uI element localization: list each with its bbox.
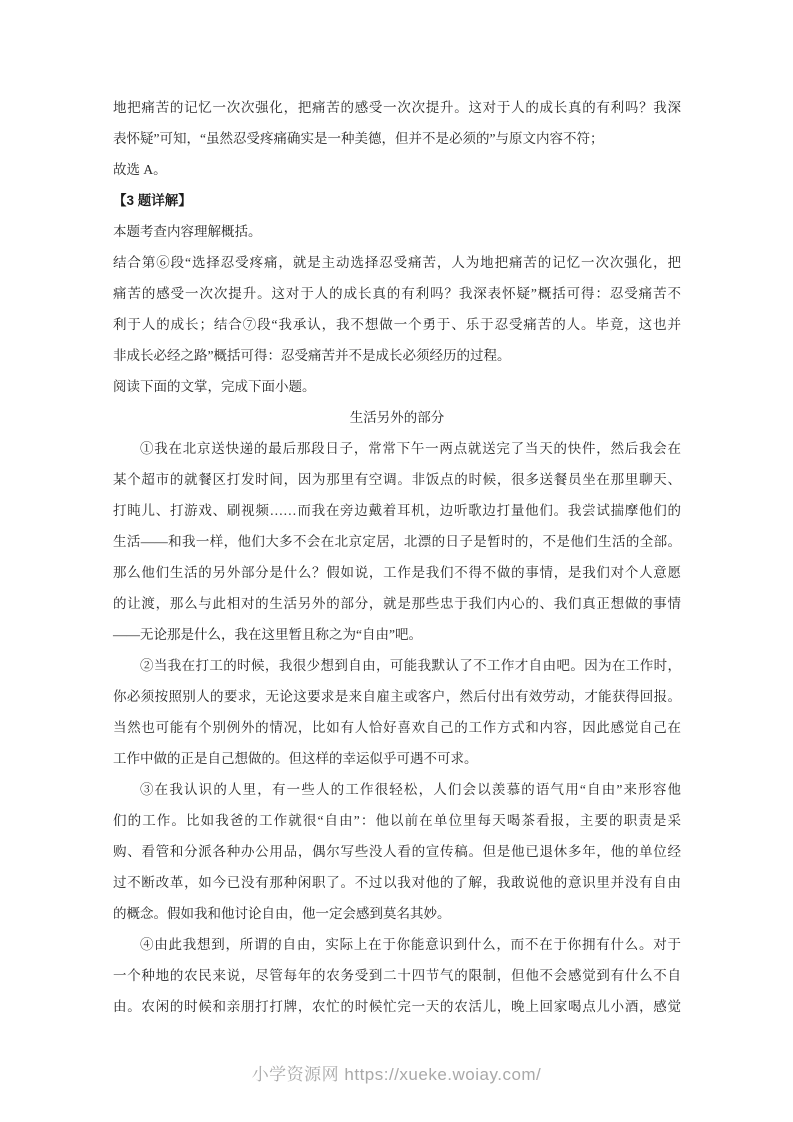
text-line: 地把痛苦的记忆一次次强化，把痛苦的感受一次次提升。这对于人的成长真的有利吗？我深 bbox=[113, 100, 681, 115]
text-line: 过不断改革，如今已没有那种闲职了。不过以我对他的了解，我敢说他的意识里并没有自由 bbox=[113, 875, 681, 890]
text-line: 非成长必经之路”概括可得：忍受痛苦并不是成长必须经历的过程。 bbox=[113, 348, 511, 363]
text-line: 那么他们生活的另外部分是什么？假如说，工作是我们不得不做的事情，是我们对个人意愿 bbox=[113, 565, 681, 580]
text-line: 某个超市的就餐区打发时间，因为那里有空调。非饭点的时候，很多送餐员坐在那里聊天、 bbox=[113, 472, 681, 487]
article-title: 生活另外的部分 bbox=[349, 410, 445, 425]
text-line: ①我在北京送快递的最后那段日子，常常下午一两点就送完了当天的快件，然后我会在 bbox=[140, 441, 681, 456]
text-line: 你必须按照别人的要求，无论这要求是来自雇主或客户，然后付出有效劳动，才能获得回报。 bbox=[113, 689, 681, 704]
text-line: 本题考查内容理解概括。 bbox=[113, 224, 262, 239]
text-line: 结合第⑥段“选择忍受疼痛，就是主动选择忍受痛苦，人为地把痛苦的记忆一次次强化，把 bbox=[113, 255, 681, 270]
text-line: 的概念。假如我和他讨论自由，他一定会感到莫名其妙。 bbox=[113, 906, 451, 921]
text-line: ④由此我想到，所谓的自由，实际上在于你能意识到什么，而不在于你拥有什么。对于 bbox=[140, 937, 681, 952]
text-line: ——无论那是什么，我在这里暂且称之为“自由”吧。 bbox=[113, 627, 422, 642]
text-line: 一个种地的农民来说，尽管每年的农务受到二十四节气的限制，但他不会感觉到有什么不自 bbox=[113, 968, 681, 983]
section-heading: 【3 题详解】 bbox=[113, 193, 192, 208]
watermark-footer: 小学资源网 https://xueke.woiay.com/ bbox=[251, 1065, 542, 1084]
text-line: 工作中做的正是自己想做的。但这样的幸运似乎可遇不可求。 bbox=[113, 751, 478, 766]
document-body bbox=[113, 92, 681, 1022]
text-line: 由。农闲的时候和亲朋打打牌，农忙的时候忙完一天的农活儿，晚上回家喝点儿小酒，感觉 bbox=[113, 999, 681, 1014]
text-line: 们的工作。比如我爸的工作就很“自由”：他以前在单位里每天喝茶看报，主要的职责是采 bbox=[113, 813, 681, 828]
text-line: 痛苦的感受一次次提升。这对于人的成长真的有利吗？我深表怀疑”概括可得：忍受痛苦不 bbox=[113, 286, 681, 301]
text-line: 打盹儿、打游戏、刷视频……而我在旁边戴着耳机，边听歌边打量他们。我尝试揣摩他们的 bbox=[113, 503, 681, 518]
text-line: 的让渡，那么与此相对的生活另外的部分，就是那些忠于我们内心的、我们真正想做的事情 bbox=[113, 596, 681, 611]
text-line: 购、看管和分派各种办公用品，偶尔写些没人看的宣传稿。但是他已退休多年，他的单位经 bbox=[113, 844, 681, 859]
reading-instruction: 阅读下面的文掌，完成下面小题。 bbox=[113, 379, 316, 394]
text-line: 生活——和我一样，他们大多不会在北京定居，北漂的日子是暂时的，不是他们生活的全部。 bbox=[113, 534, 681, 549]
text-line: 表怀疑”可知，“虽然忍受疼痛确实是一种美德，但并不是必须的”与原文内容不符； bbox=[113, 131, 604, 146]
text-line: 利于人的成长；结合⑦段“我承认，我不想做一个勇于、乐于忍受痛苦的人。毕竟，这也并 bbox=[113, 317, 681, 332]
text-line: ②当我在打工的时候，我很少想到自由，可能我默认了不工作才自由吧。因为在工作时， bbox=[140, 658, 681, 673]
text-line: 当然也可能有个别例外的情况，比如有人恰好喜欢自己的工作方式和内容，因此感觉自己在 bbox=[113, 720, 681, 735]
text-line: ③在我认识的人里，有一些人的工作很轻松，人们会以羡慕的语气用“自由”来形容他 bbox=[140, 782, 681, 797]
text-line: 故选 A。 bbox=[113, 162, 167, 177]
